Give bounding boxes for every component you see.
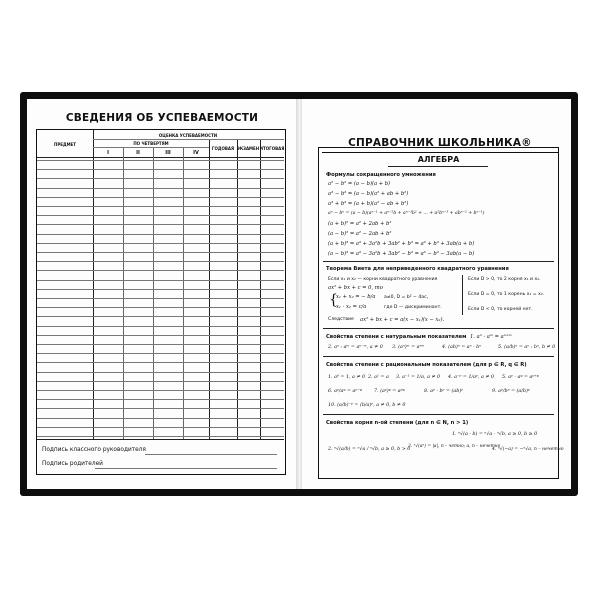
rational-property: 10. (a/b)⁻ᵖ = (b/a)ᵖ, a ≠ 0, b ≠ 0 — [328, 403, 406, 408]
brace-icon: { — [329, 292, 338, 308]
root-property: 3. ⁿ√(aⁿ) = |a|, n – четно; a, n – нечетно — [408, 444, 501, 449]
grade-row-line — [37, 326, 284, 327]
grade-row-line — [37, 344, 284, 345]
grade-row-line — [37, 436, 284, 437]
subject-title: АЛГЕБРА — [417, 155, 460, 164]
grade-row-line — [37, 160, 284, 161]
grade-row-line — [37, 270, 284, 271]
exam-header: ЭКЗАМЕН — [236, 146, 260, 151]
grade-row-line — [37, 169, 284, 170]
vieta-product-condition: где D — дискриминант. — [384, 305, 442, 310]
formula: aⁿ − bⁿ = (a − b)(aⁿ⁻¹ + aⁿ⁻²b + aⁿ⁻³b² + ... + a²bⁿ⁻³ + abⁿ⁻² + bⁿ⁻¹) — [328, 211, 485, 216]
quarter-2: II — [136, 150, 140, 156]
reference-content — [302, 99, 571, 489]
formula: (a + b)² = a² + 2ab + b² — [328, 221, 392, 227]
quarters-header: ПО ЧЕТВЕРТЯМ — [133, 141, 169, 146]
power-property: 5. (a/b)ⁿ = aⁿ : bⁿ, b ≠ 0 — [498, 345, 556, 350]
annual-header: ГОДОВАЯ — [211, 146, 235, 151]
quarter-4: IV — [193, 150, 199, 156]
teacher-signature-label: Подпись классного руководителя — [42, 447, 146, 453]
grades-header: ОЦЕНКА УСПЕВАЕМОСТИ — [158, 133, 218, 138]
discriminant-case: Если D < 0, то корней нет. — [468, 307, 533, 312]
vieta-section-title: Теорема Виета для неприведенного квадратного уравнения — [326, 266, 509, 272]
grade-row-line — [37, 399, 284, 400]
rational-property: 1. a⁰ = 1, a ≠ 0 — [328, 375, 366, 380]
formula: a³ + b³ = (a + b)(a² − ab + b²) — [328, 201, 409, 207]
grade-row-line — [37, 224, 284, 225]
grade-row-line — [37, 408, 284, 409]
parents-signature-label: Подпись родителей — [42, 461, 103, 467]
grade-row-line — [37, 418, 284, 419]
formula: a² − b² = (a − b)(a + b) — [328, 181, 391, 187]
power-property: 3. (aⁿ)ᵐ = aⁿᵐ — [392, 345, 425, 350]
power-property: 1. aⁿ · aᵐ = aⁿ⁺ᵐ — [470, 334, 512, 340]
grade-row-line — [37, 215, 284, 216]
rational-property: 6. aᵖ/aᵠ = aᵖ⁻ᵠ — [328, 389, 362, 394]
rational-powers-title: Свойства степени с рациональным показателем (для p ∈ R, q ∈ R) — [326, 362, 527, 368]
grade-row-line — [37, 381, 284, 382]
vieta-product: x₁ · x₂ = c/a — [336, 304, 367, 310]
grade-row-line — [37, 307, 284, 308]
vieta-sum: x₁ + x₂ = − b/a — [336, 294, 376, 300]
page-title: СВЕДЕНИЯ ОБ УСПЕВАЕМОСТИ — [65, 112, 259, 124]
rational-property: 5. aᵖ · aᵠ = aᵖ⁺ᵠ — [502, 375, 539, 380]
grade-row-line — [37, 280, 284, 281]
quarter-1: I — [107, 150, 109, 156]
grade-row-line — [37, 261, 284, 262]
vieta-sum-condition: a≠0, D = b² − 4ac, — [384, 295, 429, 300]
root-properties-title: Свойства корня n-ой степени (для n ∈ N, n > 1) — [326, 420, 469, 426]
discriminant-case: Если D > 0, то 2 корня x₁ и x₂. — [468, 277, 541, 282]
rational-property: 8. aᵖ · bᵖ = (ab)ᵖ — [424, 389, 464, 394]
grade-row-line — [37, 206, 284, 207]
grade-row-line — [37, 390, 284, 391]
corollary-formula: ax² + bx + c = a(x − x₁)(x − x₂). — [360, 317, 445, 323]
rational-property: 9. aᵖ/bᵖ = (a/b)ᵖ — [492, 389, 530, 394]
root-property: 4. ⁿ√(−a) = −ⁿ√a, n – нечетно — [492, 447, 564, 452]
vieta-line-1: Если x₁ и x₂ — корни квадратного уравнения — [328, 277, 438, 282]
power-property: 4. (ab)ⁿ = aⁿ · bⁿ — [442, 345, 482, 350]
grade-row-line — [37, 353, 284, 354]
final-header: ИТОГОВАЯ — [259, 146, 285, 151]
grade-row-line — [37, 427, 284, 428]
rational-property: 4. a⁻ᵖ = 1/aᵖ, a ≠ 0 — [448, 375, 494, 380]
formula: (a − b)³ = a³ − 3a²b + 3ab² − b³ = a³ − b³ − 3ab(a − b) — [328, 251, 475, 257]
grade-row-line — [37, 298, 284, 299]
rational-property: 7. (aᵖ)ᵠ = aᵖᵠ — [374, 389, 405, 394]
grade-row-line — [37, 178, 284, 179]
grade-row-line — [37, 335, 284, 336]
rational-property: 3. a⁻¹ = 1/a, a ≠ 0 — [396, 375, 441, 380]
subject-header: ПРЕДМЕТ — [53, 142, 77, 147]
natural-powers-title: Свойства степени с натуральным показателем — [326, 334, 467, 340]
formula: (a − b)² = a² − 2ab + b² — [328, 231, 392, 237]
grade-row-line — [37, 252, 284, 253]
corollary-label: Следствие — [328, 317, 354, 322]
grade-row-line — [37, 234, 284, 235]
rational-property: 2. a¹ = a — [368, 375, 389, 380]
power-property: 2. aⁿ : aᵐ = aⁿ⁻ᵐ, a ≠ 0 — [328, 345, 383, 350]
grade-row-line — [37, 372, 284, 373]
grade-row-line — [37, 362, 284, 363]
grade-row-line — [37, 316, 284, 317]
grade-row-line — [37, 243, 284, 244]
grade-row-line — [37, 188, 284, 189]
abbrev-section-title: Формулы сокращенного умножения — [326, 172, 436, 178]
grades-table — [36, 129, 286, 475]
left-page — [27, 99, 297, 489]
page-title: СПРАВОЧНИК ШКОЛЬНИКА® — [322, 137, 558, 153]
root-property: 1. ⁿ√(a · b) = ⁿ√a · ⁿ√b, a ≥ 0, b ≥ 0 — [452, 432, 538, 437]
formula: a³ − b³ = (a − b)(a² + ab + b²) — [328, 191, 409, 197]
grade-row-line — [37, 197, 284, 198]
grade-row-line — [37, 289, 284, 290]
quarter-3: III — [165, 150, 171, 156]
formula: (a + b)³ = a³ + 3a²b + 3ab² + b³ = a³ + b³ + 3ab(a + b) — [328, 241, 475, 247]
vieta-line-2: ax² + bx + c = 0, то — [328, 285, 383, 291]
root-property: 2. ⁿ√(a/b) = ⁿ√a / ⁿ√b, a ≥ 0, b > 0 — [328, 447, 411, 452]
discriminant-case: Если D = 0, то 1 корень x₁ = x₂. — [468, 292, 545, 297]
